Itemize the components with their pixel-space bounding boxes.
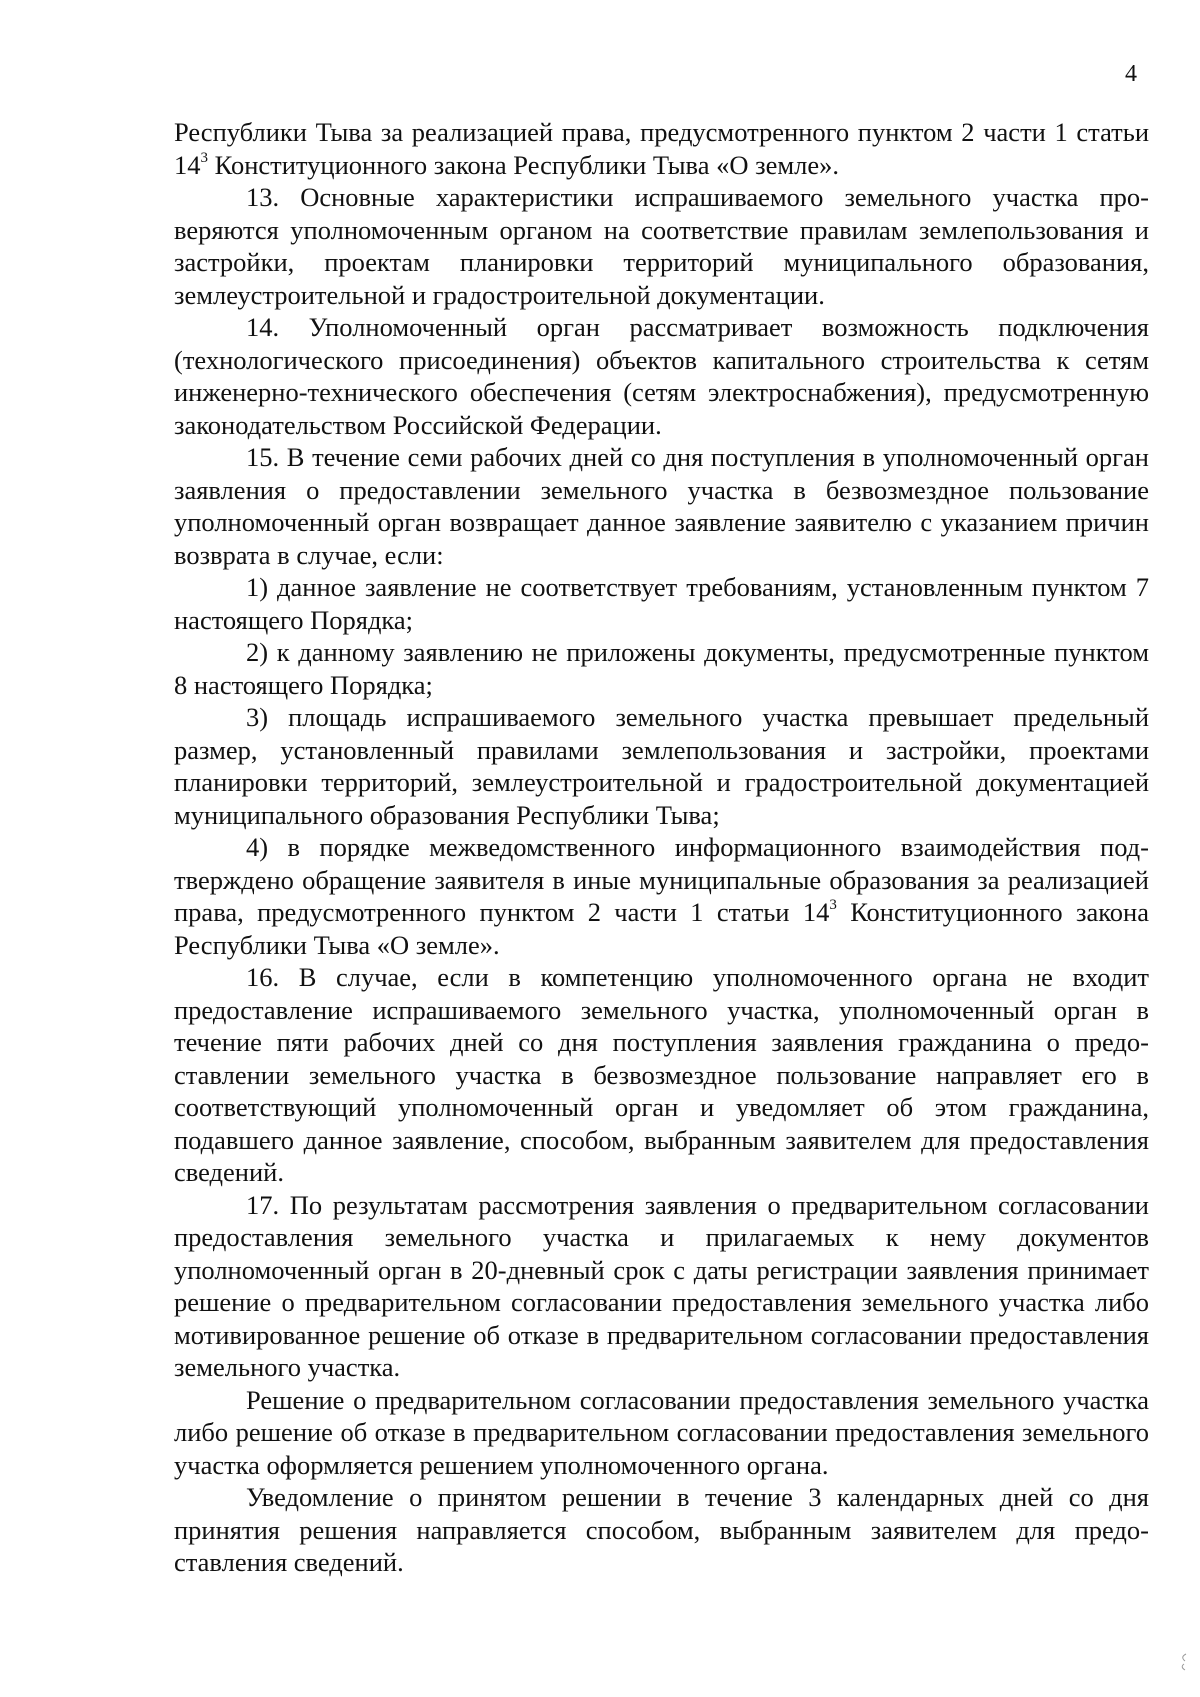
paragraph-notification: Уведомление о принятом решении в течение 3 календарных дней со дня принятия решения направляется способом, выбранным заявителем для предоставления сведений.	[174, 1482, 1149, 1577]
scan-mark-icon	[1178, 1652, 1188, 1672]
paragraph-decision-form: Решение о предварительном согласовании предоставления земельного участка либо решение об отказе в предварительном согласовании предоставления земельного участка оформляется решением уполномоченного органа.	[174, 1384, 1149, 1480]
paragraph-continuation: Республики Тыва за реализацией права, предусмотренного пунктом 2 части 1 статьи $14^3$ Конституционного закона Республики Тыва «О земле».	[174, 117, 1149, 180]
document-body	[174, 116, 1149, 1579]
paragraph-item-15: 15. В течение семи рабочих дней со дня поступления в уполномоченный орган заявления о предоставлении земельного участка в безвозмездное пользование уполномоченный орган возвращает данное заявление заявителю с указанием причин возврата в случае, если:	[174, 442, 1149, 570]
paragraph-item-17: 17. По результатам рассмотрения заявления о предварительном согласовании предоставления земельного участка и прилагаемых к нему документов уполномоченный орган в 20-дневный срок с даты регистрации заявления принимает решение о предварительном согласовании предоставления земельного участка либо мотивированное решение об отказе в предварительном согласовании предоставления земельного участка.	[174, 1189, 1149, 1382]
paragraph-item-13: 13. Основные характеристики испрашиваемого земельного участка проверяются уполномоченным органом на соответствие правилам землепользования и застройки, проектам планировки территорий муниципального образования, землеустроительной и градостроительной документации.	[174, 182, 1149, 310]
superscript-index: 3	[200, 149, 208, 166]
list-item-3: 3) площадь испрашиваемого земельного участка превышает предельный размер, установленный правилами землепользования и застройки, проектами планировки территорий, землеустроительной и градостроительной документацией муниципального образования Республики Тыва;	[174, 702, 1149, 830]
page-number: 4	[1125, 61, 1137, 87]
scan-mark	[1178, 1652, 1188, 1677]
paragraph-item-14: 14. Уполномоченный орган рассматривает возможность подключения (технологического присоединения) объектов капитального строительства к сетям инженерно-технического обеспечения (сетям электроснабжения), предусмотренную законодательством Российской Федерации.	[174, 312, 1149, 440]
list-item-1: 1) данное заявление не соответствует требованиям, установленным пунктом 7 настоящего Порядка;	[174, 572, 1149, 635]
superscript-index: 3	[829, 897, 837, 914]
list-item-2: 2) к данному заявлению не приложены документы, предусмотренные пунктом 8 настоящего Порядка;	[174, 637, 1149, 700]
list-item-4: 4) в порядке межведомственного информационного взаимодействия подтверждено обращение заявителя в иные муниципальные образования за реализацией права, предусмотренного пунктом 2 части 1 статьи $14^3$ Конституционного закона Республики Тыва «О земле».	[174, 832, 1149, 960]
paragraph-item-16: 16. В случае, если в компетенцию уполномоченного органа не входит предоставление испрашиваемого земельного участка, уполномоченный орган в течение пяти рабочих дней со дня поступления заявления гражданина о предоставлении земельного участка в безвозмездное пользование направляет его в соответствующий уполномоченный орган и уведомляет об этом гражданина, подавшего данное заявление, способом, выбранным заявителем для предоставления сведений.	[174, 962, 1149, 1187]
